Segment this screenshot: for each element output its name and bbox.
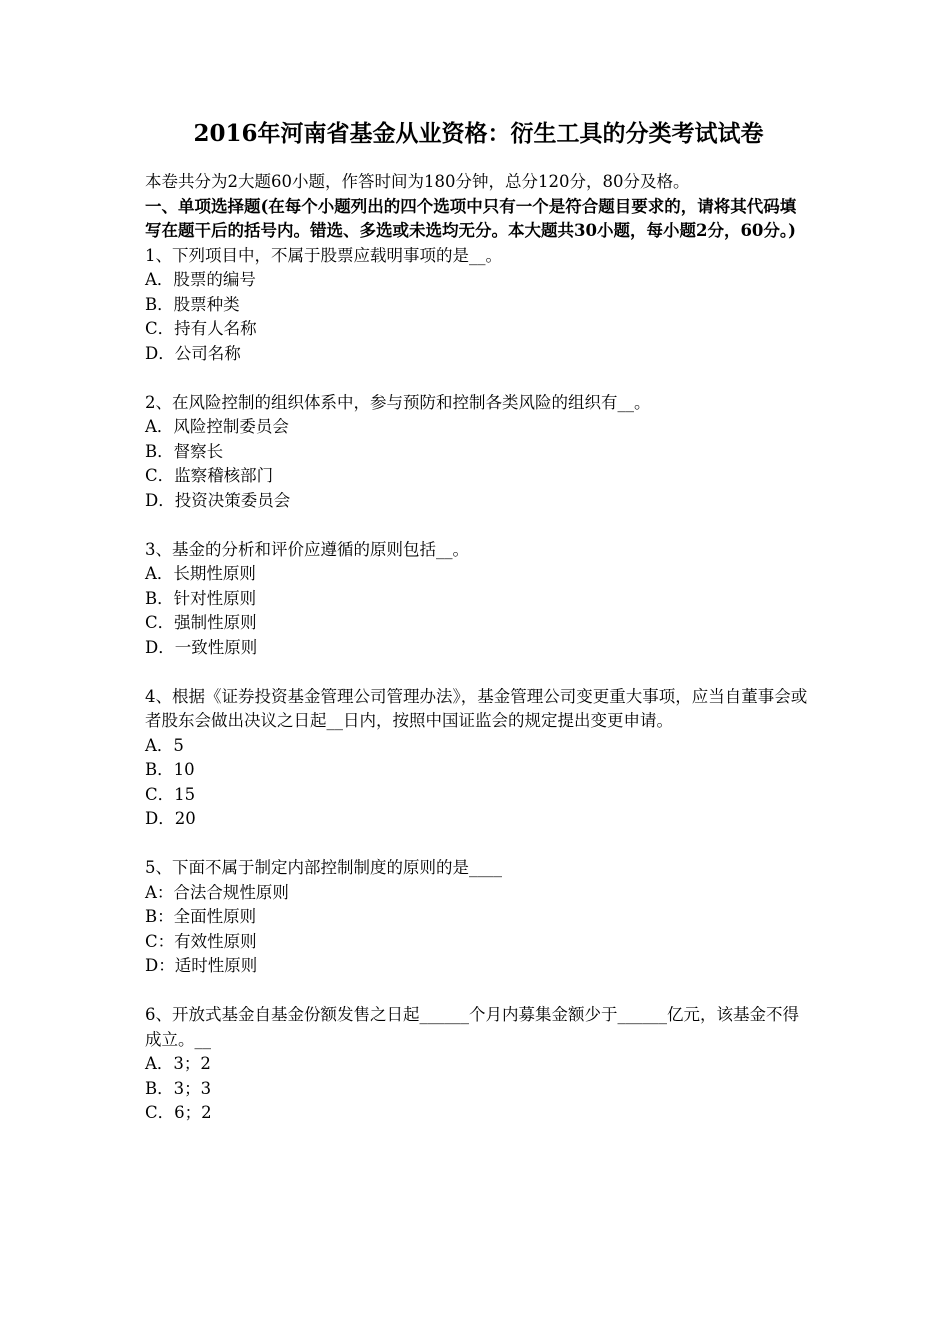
question-1 xyxy=(145,244,812,367)
option-b: B．督察长 xyxy=(145,441,224,461)
question-5 xyxy=(145,856,812,979)
option-b: B．股票种类 xyxy=(145,294,240,314)
exam-title: 2016年河南省基金从业资格：衍生工具的分类考试试卷 xyxy=(193,120,764,147)
option-d: D．投资决策委员会 xyxy=(145,490,291,510)
option-b: B：全面性原则 xyxy=(145,907,257,926)
option-a: A．股票的编号 xyxy=(145,270,256,289)
question-6 xyxy=(145,1003,812,1126)
option-c: C．监察稽核部门 xyxy=(145,466,274,485)
question-2 xyxy=(145,391,812,514)
question-stem: 3、基金的分析和评价应遵循的原则包括__。 xyxy=(145,539,469,559)
option-d: D．公司名称 xyxy=(145,343,241,363)
question-3 xyxy=(145,538,812,661)
question-stem: 4、根据《证券投资基金管理公司管理办法》，基金管理公司变更重大事项，应当自董事会或者股东会做出决议之日起__日内，按照中国证监会的规定提出变更申请。 xyxy=(145,686,808,730)
option-c: C．持有人名称 xyxy=(145,319,257,338)
option-c: C：有效性原则 xyxy=(145,931,257,951)
option-a: A．5 xyxy=(145,735,184,755)
exam-intro: 本卷共分为2大题60小题，作答时间为180分钟，总分120分，80分及格。 xyxy=(145,172,690,191)
option-a: A．风险控制委员会 xyxy=(145,417,289,436)
option-a: A：合法合规性原则 xyxy=(145,882,289,902)
option-c: C．强制性原则 xyxy=(145,613,257,632)
option-b: B．针对性原则 xyxy=(145,588,257,608)
section-heading: 一、单项选择题(在每个小题列出的四个选项中只有一个是符合题目要求的，请将其代码填写在题干后的括号内。错选、多选或未选均无分。本大题共30小题，每小题2分，60分。) xyxy=(145,196,797,240)
option-c: C．6；2 xyxy=(145,1103,212,1122)
question-stem: 1、下列项目中，不属于股票应载明事项的是__。 xyxy=(145,245,502,265)
question-stem: 2、在风险控制的组织体系中，参与预防和控制各类风险的组织有__。 xyxy=(145,392,651,412)
question-4 xyxy=(145,685,812,832)
option-a: A．长期性原则 xyxy=(145,564,256,583)
option-b: B．3；3 xyxy=(145,1078,212,1098)
option-d: D：适时性原则 xyxy=(145,956,258,975)
question-stem: 5、下面不属于制定内部控制制度的原则的是____ xyxy=(145,858,502,877)
option-c: C．15 xyxy=(145,784,196,804)
option-d: D．一致性原则 xyxy=(145,637,258,657)
option-a: A．3；2 xyxy=(145,1054,211,1073)
option-d: D．20 xyxy=(145,809,196,828)
option-b: B．10 xyxy=(145,760,195,779)
question-stem: 6、开放式基金自基金份额发售之日起______个月内募集金额少于______亿元，该基金不得成立。__ xyxy=(145,1005,799,1049)
